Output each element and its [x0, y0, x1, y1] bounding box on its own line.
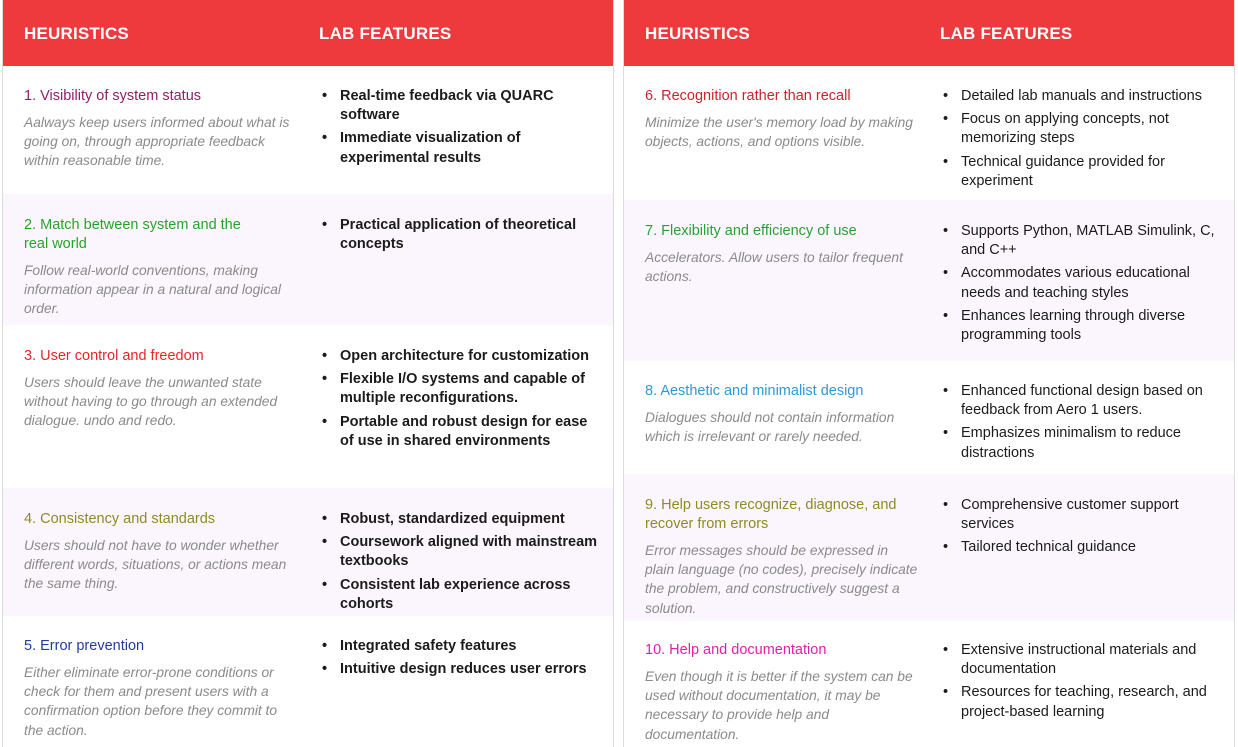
lab-feature-item: • Consistent lab experience across cohorts	[319, 576, 601, 614]
heuristic-description: Dialogues should not contain information which is irrelevant or rarely needed.	[645, 410, 895, 445]
heuristic-description: Either eliminate error-prone conditions or check for them and present users with a confirmation option before they commit to the action.	[24, 665, 278, 738]
heuristic-description: Aalways keep users informed about what is going on, through appropriate feedback within reasonable time.	[24, 115, 290, 169]
lab-feature-item: • Coursework aligned with mainstream textbooks	[319, 533, 601, 571]
heuristic-title: 6. Recognition rather than recall	[645, 88, 851, 104]
heuristic-row-3	[3, 325, 613, 488]
lab-features-column-header: LAB FEATURES	[319, 24, 452, 43]
lab-feature-item: • Enhanced functional design based on feedback from Aero 1 users.	[940, 382, 1222, 420]
heuristic-title: 8. Aesthetic and minimalist design	[645, 383, 864, 399]
heuristic-row-6	[624, 66, 1234, 200]
heuristic-row-5	[3, 616, 613, 747]
heuristic-description: Error messages should be expressed in plain language (no codes), precisely indicate the problem, and constructively suggest a solution.	[645, 543, 918, 616]
lab-feature-item: • Focus on applying concepts, not memorizing steps	[940, 110, 1222, 148]
heuristics-table-left	[2, 0, 614, 747]
lab-feature-item: • Resources for teaching, research, and project-based learning	[940, 683, 1222, 721]
lab-feature-item: • Robust, standardized equipment	[319, 510, 601, 529]
lab-feature-item: • Extensive instructional materials and documentation	[940, 641, 1222, 679]
table-header	[3, 0, 613, 66]
heuristic-description: Accelerators. Allow users to tailor frequent actions.	[645, 250, 903, 285]
heuristic-description: Even though it is better if the system can be used without documentation, it may be necessary to provide help and documentation.	[645, 669, 913, 742]
lab-features-list	[319, 347, 601, 455]
heuristic-description: Users should not have to wonder whether different words, situations, or actions mean the same thing.	[24, 538, 287, 592]
heuristic-title: 9. Help users recognize, diagnose, and recover from errors	[645, 497, 897, 532]
heuristic-description: Users should leave the unwanted state without having to go through an extended dialogue. undo and redo.	[24, 375, 278, 429]
lab-features-list	[319, 87, 601, 172]
lab-feature-item: • Emphasizes minimalism to reduce distractions	[940, 424, 1222, 462]
lab-feature-item: • Tailored technical guidance	[940, 538, 1222, 557]
heuristic-description: Minimize the user's memory load by making objects, actions, and options visible.	[645, 115, 913, 150]
lab-features-list	[940, 87, 1222, 195]
heuristic-title: 3. User control and freedom	[24, 348, 204, 364]
heuristic-row-10	[624, 621, 1234, 747]
table-header	[624, 0, 1234, 66]
lab-feature-item: • Technical guidance provided for experiment	[940, 153, 1222, 191]
heuristic-row-9	[624, 474, 1234, 621]
lab-feature-item: • Portable and robust design for ease of use in shared environments	[319, 413, 601, 451]
heuristics-column-header: HEURISTICS	[24, 24, 129, 43]
lab-feature-item: • Supports Python, MATLAB Simulink, C, and C++	[940, 222, 1222, 260]
lab-feature-item: • Flexible I/O systems and capable of multiple reconfigurations.	[319, 370, 601, 408]
heuristic-title: 4. Consistency and standards	[24, 511, 216, 527]
heuristics-column-header: HEURISTICS	[645, 24, 750, 43]
heuristic-row-8	[624, 361, 1234, 474]
heuristic-title: 2. Match between system and the real world	[24, 217, 241, 252]
lab-features-list	[940, 222, 1222, 349]
heuristic-title: 10. Help and documentation	[645, 642, 827, 658]
lab-feature-item: • Practical application of theoretical concepts	[319, 216, 601, 254]
heuristic-title: 7. Flexibility and efficiency of use	[645, 223, 857, 239]
lab-feature-item: • Enhances learning through diverse programming tools	[940, 307, 1222, 345]
lab-feature-item: • Real-time feedback via QUARC software	[319, 87, 601, 125]
heuristic-row-2	[3, 194, 613, 325]
lab-features-list	[940, 382, 1222, 467]
lab-feature-item: • Immediate visualization of experimental results	[319, 129, 601, 167]
lab-features-list	[319, 637, 601, 683]
lab-features-list	[319, 216, 601, 258]
lab-feature-item: • Intuitive design reduces user errors	[319, 660, 601, 679]
lab-feature-item: • Open architecture for customization	[319, 347, 601, 366]
lab-features-column-header: LAB FEATURES	[940, 24, 1073, 43]
heuristic-description: Follow real-world conventions, making information appear in a natural and logical order.	[24, 263, 281, 317]
lab-features-list	[319, 510, 601, 618]
lab-feature-item: • Integrated safety features	[319, 637, 601, 656]
heuristic-title: 1. Visibility of system status	[24, 88, 202, 104]
heuristics-table-right	[623, 0, 1235, 747]
lab-features-list	[940, 641, 1222, 726]
lab-feature-item: • Detailed lab manuals and instructions	[940, 87, 1222, 106]
heuristic-row-1	[3, 66, 613, 194]
lab-feature-item: • Comprehensive customer support services	[940, 496, 1222, 534]
lab-features-list	[940, 496, 1222, 562]
heuristic-title: 5. Error prevention	[24, 638, 145, 654]
lab-feature-item: • Accommodates various educational needs and teaching styles	[940, 264, 1222, 302]
heuristic-row-4	[3, 488, 613, 616]
heuristic-row-7	[624, 200, 1234, 361]
